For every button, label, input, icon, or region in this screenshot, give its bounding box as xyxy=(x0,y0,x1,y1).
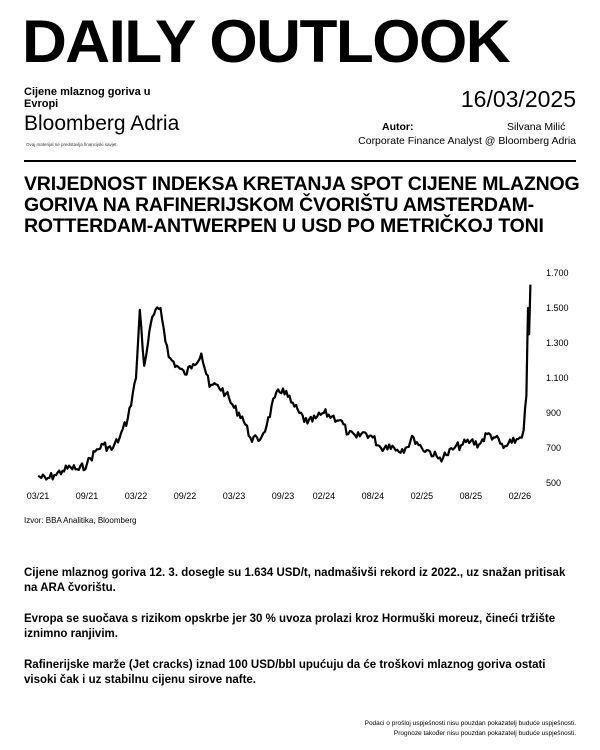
author-role: Corporate Finance Analyst @ Bloomberg Adria xyxy=(358,135,576,147)
x-tick-label: 02/24 xyxy=(312,491,336,501)
jet-fuel-price-line xyxy=(38,285,530,480)
footer-disclaimer: Podaci o prošloj uspješnosti nisu pouzdan pokazatelj buduće uspješnosti. xyxy=(364,720,576,727)
author-name: Silvana Milić xyxy=(507,121,566,133)
summary-paragraph: Evropa se suočava s rizikom opskrbe jer 30 % uvoza prolazi kroz Hormuški moreuz, čineći tržište iznimno ranjivim. xyxy=(24,613,556,640)
y-tick-label: 1.300 xyxy=(546,338,569,348)
y-tick-label: 900 xyxy=(546,408,562,418)
y-tick-label: 1.500 xyxy=(546,303,569,313)
x-tick-label: 02/26 xyxy=(508,491,532,501)
report-subject: Cijene mlaznog goriva u Evropi xyxy=(24,86,151,110)
x-tick-label: 03/21 xyxy=(26,491,50,501)
x-tick-label: 02/25 xyxy=(410,491,434,501)
y-tick-label: 1.100 xyxy=(546,373,569,383)
x-tick-label: 08/25 xyxy=(459,491,483,501)
y-tick-label: 1.700 xyxy=(546,268,569,278)
brand-logo: Bloomberg Adria xyxy=(24,112,180,135)
author-label: Autor: xyxy=(382,121,414,133)
x-tick-label: 09/23 xyxy=(271,491,295,501)
summary-paragraph: Cijene mlaznog goriva 12. 3. dosegle su 1.634 USD/t, nadmašivši rekord iz 2022., uz snažan pritisak na ARA čvorištu. xyxy=(24,567,566,594)
y-tick-label: 700 xyxy=(546,443,562,453)
header-divider xyxy=(24,160,576,162)
header-disclaimer: Ovaj materijal ne predstavlja financijski savjet. xyxy=(26,142,118,147)
masthead-title: DAILY OUTLOOK xyxy=(22,8,510,75)
footer-disclaimer: Prognoze također nisu pouzdan pokazatelj buduće uspješnosti. xyxy=(393,730,576,737)
report-date: 16/03/2025 xyxy=(460,86,576,112)
x-tick-label: 03/22 xyxy=(124,491,148,501)
x-tick-label: 03/23 xyxy=(222,491,246,501)
x-tick-label: 09/21 xyxy=(75,491,99,501)
y-tick-label: 500 xyxy=(546,478,562,488)
chart-source: Izvor: BBA Analitika, Bloomberg xyxy=(24,516,137,525)
x-tick-label: 09/22 xyxy=(173,491,197,501)
line-chart xyxy=(0,262,600,512)
summary-paragraph: Rafinerijske marže (Jet cracks) iznad 100 USD/bbl upućuju da će troškovi mlaznog goriva ostati visoki čak i uz stabilnu cijenu sirove nafte. xyxy=(24,659,546,686)
chart-title: VRIJEDNOST INDEKSA KRETANJA SPOT CIJENE MLAZNOG GORIVA NA RAFINERIJSKOM ČVORIŠTU AMSTERDAM-ROTTERDAM-ANTWERPEN U USD PO METRIČKOJ TONI xyxy=(24,173,580,237)
x-tick-label: 08/24 xyxy=(361,491,385,501)
